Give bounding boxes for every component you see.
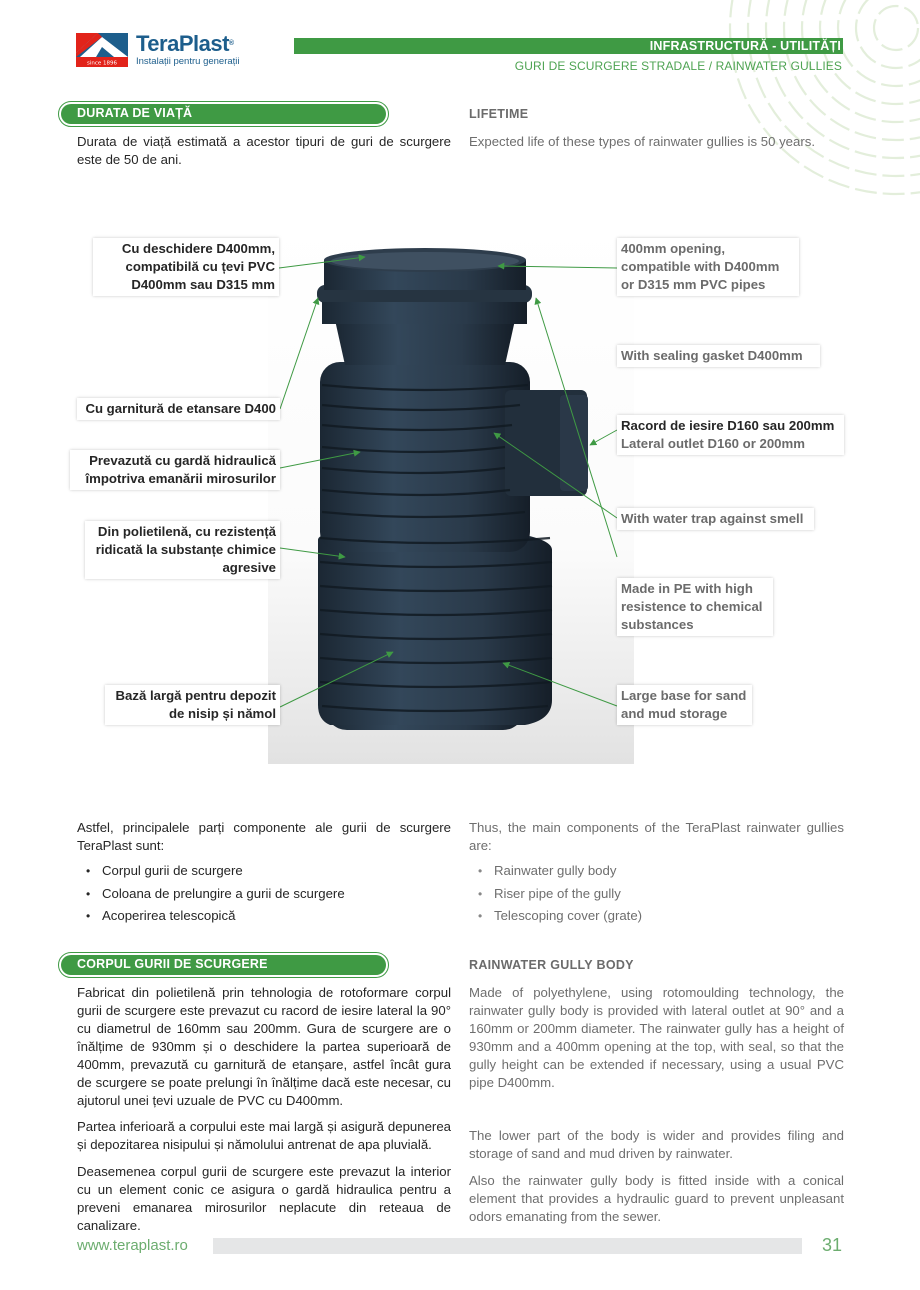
components-intro-en: Thus, the main components of the TeraPlast rainwater gullies are: (469, 820, 844, 853)
components-list-en (469, 860, 829, 928)
page-number: 31 (822, 1235, 843, 1255)
section-pill-lifetime (58, 101, 389, 127)
section-pill-body (58, 952, 389, 978)
body-paragraph-3-en: Also the rainwater gully body is fitted inside with a conical element that provides a hydraulic guard to prevent unpleasant odors emanating from the sewer. (469, 1173, 844, 1224)
body-paragraph-1-en: Made of polyethylene, using rotomoulding technology, the rainwater gully body is provided with lateral outlet at 90° and a 160mm or 200mm diameter. The rainwater gully has a height of 930mm and a 400mm opening at the top, with seal, so that the gully height can be extended if necessary, using a usual PVC pipe D400mm. (469, 985, 844, 1090)
list-item: • Acoperirea telescopică (77, 905, 437, 928)
body-paragraph-2-en: The lower part of the body is wider and provides filing and storage of sand and mud driven by rainwater. (469, 1128, 844, 1161)
logo-since: since 1896 (86, 60, 118, 67)
section-title-lifetime-ro: DURATA DE VIAȚĂ (61, 104, 386, 124)
body-paragraph-2-ro: Partea inferioară a corpului este mai largă și asigură depunerea și depozitarea nisipului și nămolului antrenat de apa pluvială. (77, 1119, 451, 1152)
list-item: • Riser pipe of the gully (469, 883, 829, 906)
teraplast-logo (76, 33, 240, 67)
brand-name: TeraPlast® (136, 31, 234, 56)
components-list-ro (77, 860, 437, 928)
brand-tagline: Instalații pentru generații (136, 56, 240, 67)
category-title: INFRASTRUCTURĂ - UTILITĂȚI (649, 39, 841, 53)
section-title-body-ro: CORPUL GURII DE SCURGERE (61, 955, 386, 975)
list-item: • Corpul gurii de scurgere (77, 860, 437, 883)
footer-bar (213, 1238, 802, 1254)
callout-outlet-ro: Racord de iesire D160 sau 200mm (621, 418, 835, 433)
callout-gasket-ro: Cu garnitură de etansare D400 (77, 398, 280, 420)
callout-gasket-en: With sealing gasket D400mm (617, 345, 820, 367)
lifetime-text-en: Expected life of these types of rainwater gullies is 50 years. (469, 134, 815, 149)
components-intro-ro: Astfel, principalele parți componente ale gurii de scurgere TeraPlast sunt: (77, 820, 451, 853)
decorative-circles (700, 0, 920, 200)
callout-material-ro: Din polietilenă, cu rezistență ridicată la substanțe chimice agresive (85, 521, 280, 579)
list-item: • Rainwater gully body (469, 860, 829, 883)
callout-water-trap-ro: Prevazută cu gardă hidraulică împotriva emanării mirosurilor (70, 450, 280, 490)
callout-opening-ro: Cu deschidere D400mm, compatibilă cu țevi PVC D400mm sau D315 mm (93, 238, 279, 296)
callout-base-en: Large base for sand and mud storage (617, 685, 752, 725)
callout-water-trap-en: With water trap against smell (617, 508, 814, 530)
product-figure (0, 200, 920, 780)
callout-opening-en: 400mm opening, compatible with D400mm or D315 mm PVC pipes (617, 238, 799, 296)
lifetime-text-ro: Durata de viață estimată a acestor tipuri de guri de scurgere este de 50 de ani. (77, 134, 451, 167)
section-title-body-en: RAINWATER GULLY BODY (469, 958, 634, 972)
roof-logo-icon (76, 33, 128, 67)
callout-outlet-en: Lateral outlet D160 or 200mm (621, 436, 805, 451)
body-paragraph-3-ro: Deasemenea corpul gurii de scurgere este prevazut la interior cu un element conic ce asigura o gardă hidraulica pentru a preveni emanarea mirosurilor neplacute din reteaua de canalizare. (77, 1164, 451, 1233)
category-bar (294, 38, 843, 54)
subcategory-title: GURI DE SCURGERE STRADALE / RAINWATER GULLIES (514, 59, 842, 73)
list-item: • Coloana de prelungire a gurii de scurgere (77, 883, 437, 906)
callout-material-en: Made in PE with high resistence to chemical substances (617, 578, 773, 636)
callout-base-ro: Bază largă pentru depozit de nisip și nămol (105, 685, 280, 725)
body-paragraph-1-ro: Fabricat din polietilenă prin tehnologia de rotoformare corpul gurii de scurgere este prevazut cu racord de iesire lateral la 90° cu diametrul de 160mm sau 200mm. Gura de scurgere are o înălțime de 930mm și o deschidere la partea superioară de 400mm, prevazută cu garnitură de etanșare, astfel încât gura de scurgere se poate prelungi în înălțime dacă este necesar, cu ajutorul unei țevi uzuale de PVC cu D400mm. (77, 985, 451, 1108)
list-item: • Telescoping cover (grate) (469, 905, 829, 928)
section-title-lifetime-en: LIFETIME (469, 107, 529, 121)
callout-outlet (617, 415, 844, 455)
website-link[interactable]: www.teraplast.ro (77, 1237, 188, 1254)
